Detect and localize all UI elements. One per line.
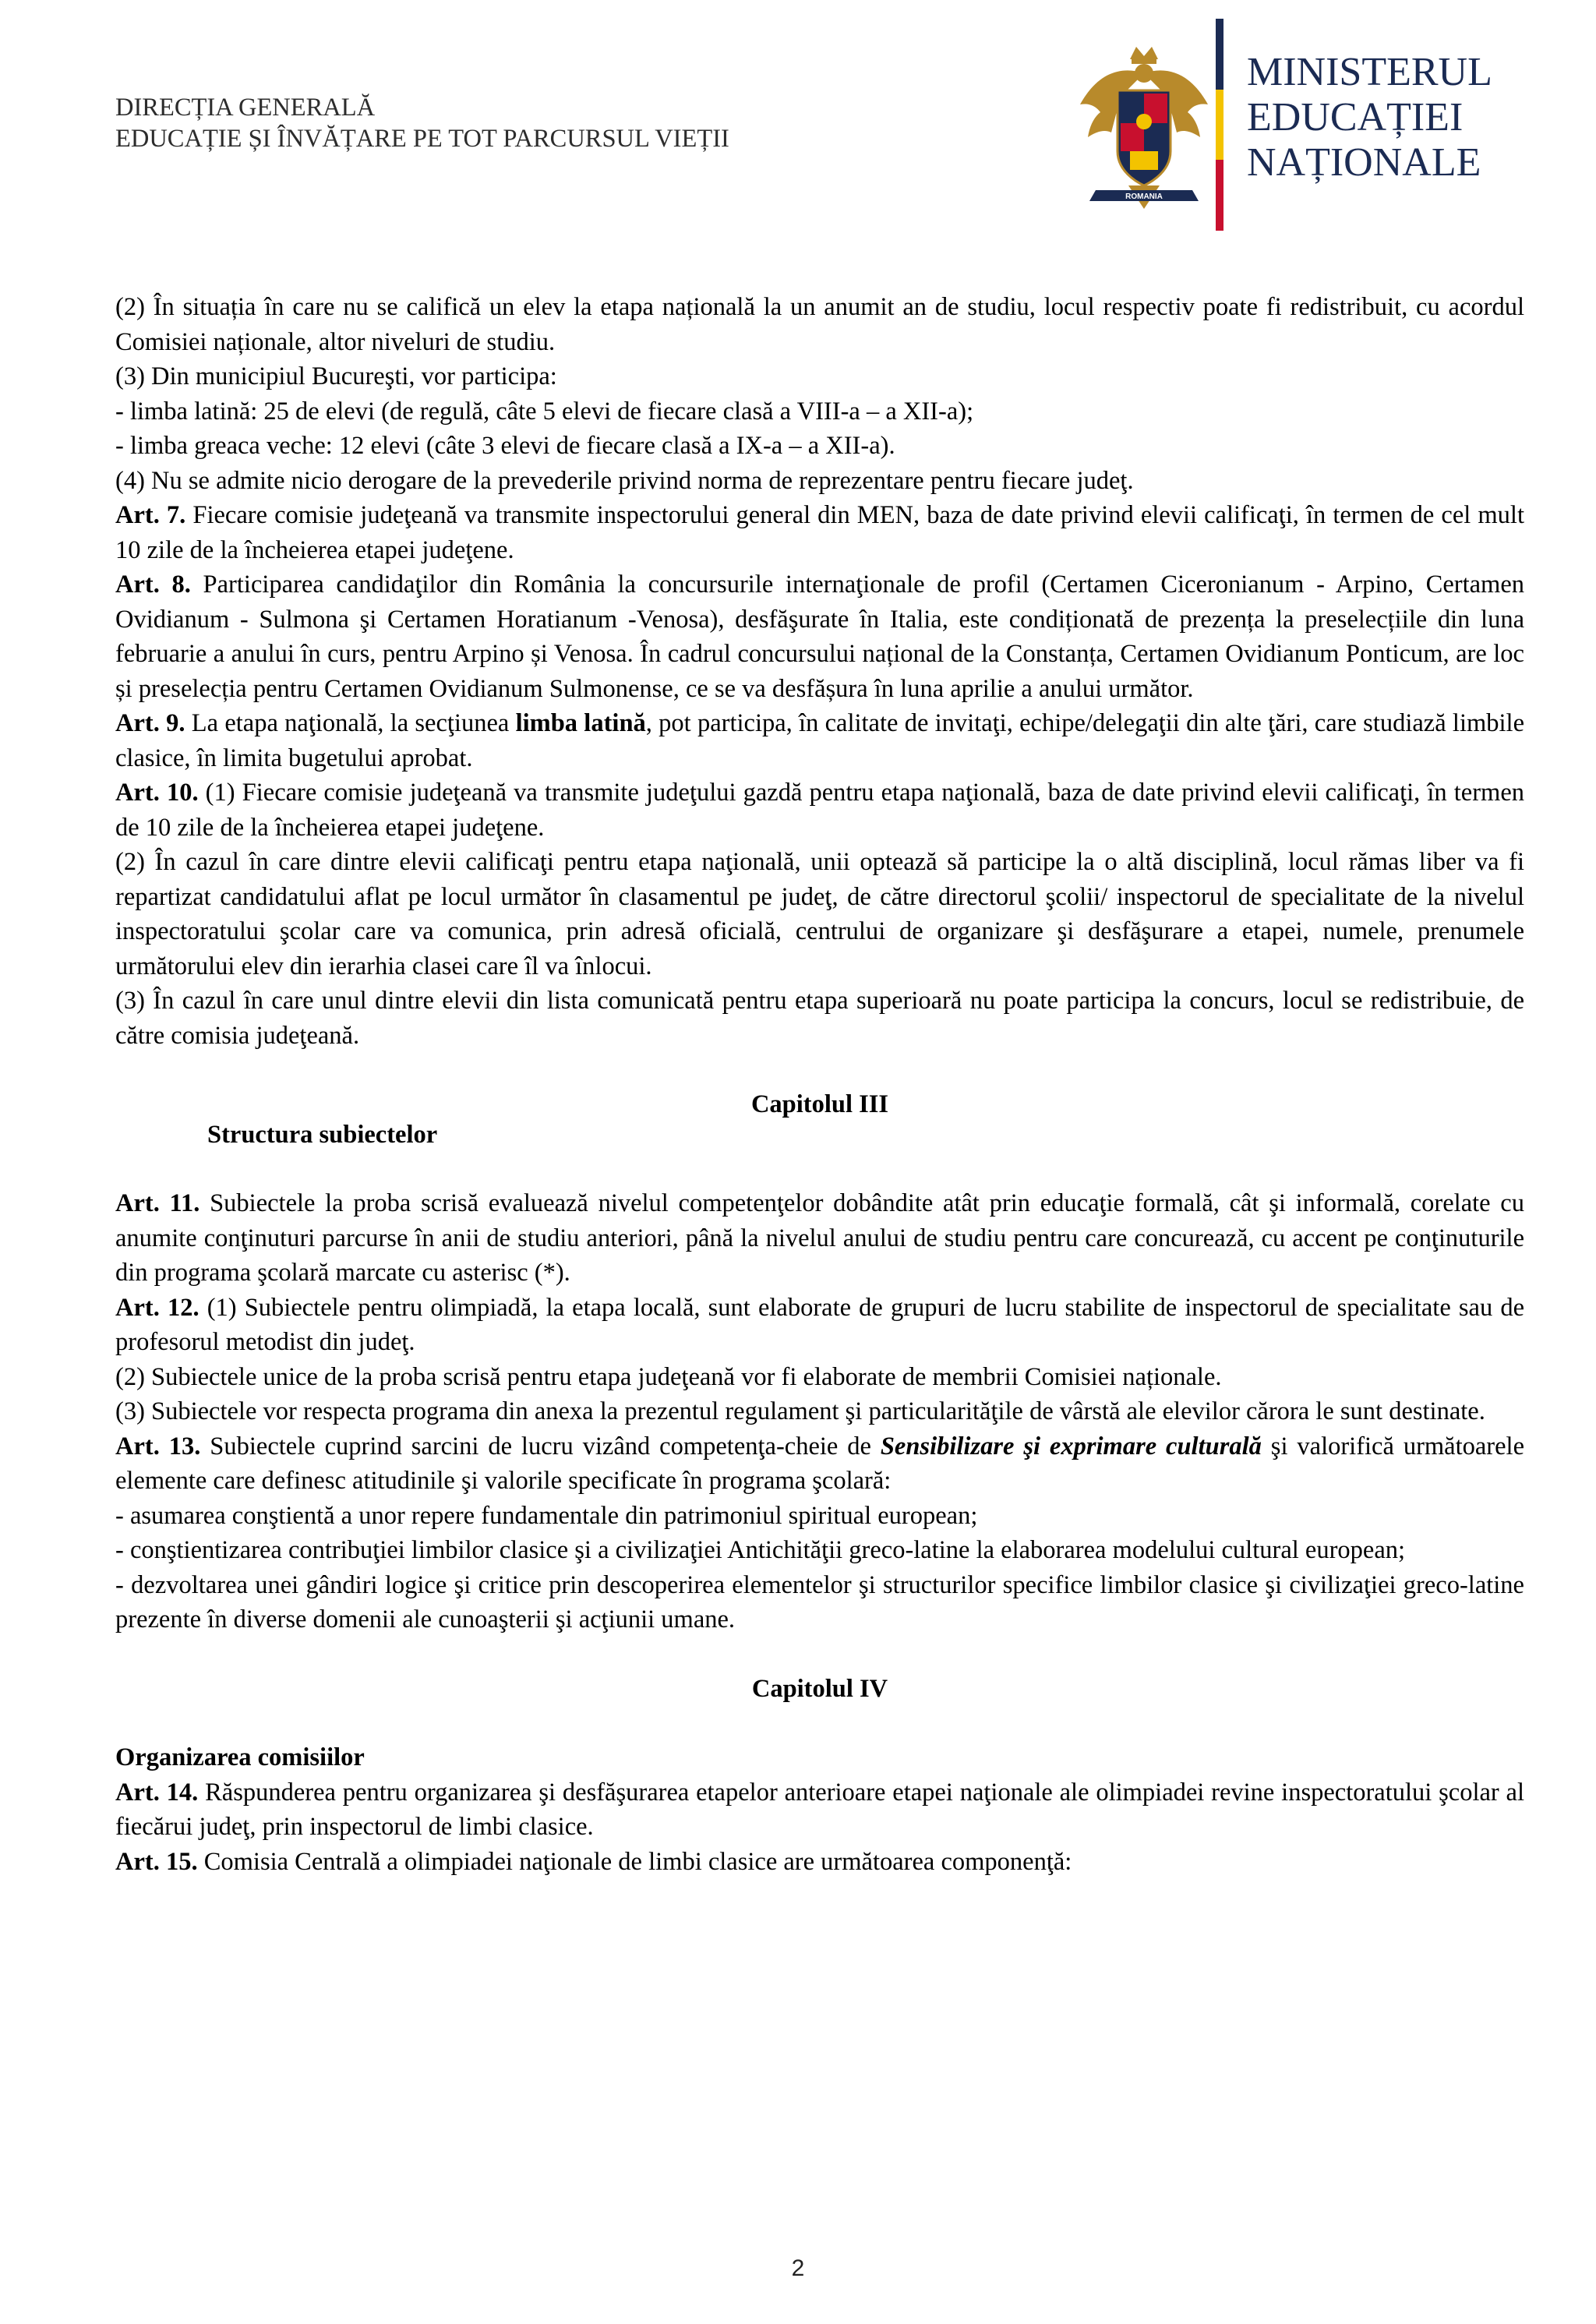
article-label: Art. 8. <box>115 570 191 599</box>
department-line-2: EDUCAȚIE ȘI ÎNVĂȚARE PE TOT PARCURSUL VIEȚII <box>115 125 729 153</box>
chapter-subtitle: Organizarea comisiilor <box>115 1743 365 1771</box>
department-line-1: DIRECȚIA GENERALĂ <box>115 94 376 122</box>
article-7: Art. 7. Fiecare comisie judeţeană va transmite inspectorului general din MEN, baza de date privind elevii calificaţi, în termen de cel mult 10 zile de la încheierea etapei judeţene. <box>115 501 1524 564</box>
article-14: Art. 14. Răspunderea pentru organizarea şi desfăşurarea etapelor anterioare etapei naţionale ale olimpiadei revine inspectoratului şcolar al fiecărui judeţ, prin inspectorul de limbi clasice. <box>115 1778 1524 1841</box>
ministry-name <box>1247 50 1492 185</box>
article-8: Art. 8. Participarea candidaţilor din România la concursurile internaţionale de profil (Certamen Ciceronianum - Arpino, Certamen Ovidianum - Sulmona şi Certamen Horatianum -Venosa), desfăşurate în Italia, este condiționată de prezența la preselecțiile din luna februarie a anului în curs, pentru Arpino și Venosa. În cadrul concursului național de la Constanța, Certamen Ovidianum Ponticum, are loc și preselecția pentru Certamen Ovidianum Sulmonense, ce se va desfășura în luna aprilie a anului următor. <box>115 570 1524 703</box>
chapter-title: Capitolul IV <box>751 1674 888 1703</box>
tricolor-bar <box>1216 19 1223 231</box>
paragraph: (2) În cazul în care dintre elevii calificaţi pentru etapa naţională, unii optează să participe la o altă disciplină, locul rămas liber va fi repartizat candidatului aflat pe locul următor în clasamentul pe judeţ, de către directorul şcolii/ inspectorul de specialitate de la nivelul inspectoratului şcolar care va comunica, prin adresă oficială, centrului de organizare şi desfăşurare a etapei, numele, prenumele următorului elev din ierarhia clasei care îl va înlocui. <box>115 848 1524 980</box>
article-label: Art. 10. <box>115 779 199 807</box>
list-item: - asumarea conştientă a unor repere fundamentale din patrimoniul spiritual european; <box>115 1501 978 1530</box>
document-body <box>115 290 1524 1879</box>
paragraph: (4) Nu se admite nicio derogare de la prevederile privind norma de reprezentare pentru fiecare judeţ. <box>115 466 1134 495</box>
article-label: Art. 9. <box>115 709 185 737</box>
article-label: Art. 7. <box>115 501 186 529</box>
list-item: - limba greaca veche: 12 elevi (câte 3 elevi de fiecare clasă a IX-a – a XII-a). <box>115 432 895 460</box>
article-label: Art. 13. <box>115 1432 201 1460</box>
ministry-line-1: MINISTERUL <box>1247 50 1492 94</box>
list-item: - conştientizarea contribuţiei limbilor clasice şi a civilizaţiei Antichităţii greco-latine la elaborarea modelului cultural european; <box>115 1536 1406 1564</box>
romania-coat-of-arms-icon <box>1074 42 1214 221</box>
chapter-title: Capitolul III <box>750 1090 889 1118</box>
page-number: 2 <box>791 2255 805 2281</box>
article-label: Art. 12. <box>115 1293 200 1322</box>
chapter-subtitle: Structura subiectelor <box>207 1120 438 1149</box>
paragraph: (3) Subiectele vor respecta programa din anexa la prezentul regulament şi particularităţile de vârstă ale elevilor cărora le sunt destinate. <box>115 1397 1485 1425</box>
ministry-logo <box>1074 19 1510 229</box>
department-header <box>115 92 1050 154</box>
article-label: Art. 11. <box>115 1189 200 1217</box>
paragraph: (3) Din municipiul Bucureşti, vor participa: <box>115 362 557 390</box>
paragraph: (3) În cazul în care unul dintre elevii din lista comunicată pentru etapa superioară nu poate participa la concurs, locul se redistribuie, de către comisia judeţeană. <box>115 987 1524 1050</box>
article-label: Art. 15. <box>115 1847 198 1876</box>
ministry-line-2: EDUCAȚIEI <box>1247 95 1464 140</box>
paragraph: (2) În situația în care nu se califică un elev la etapa națională la un anumit an de studiu, locul respectiv poate fi redistribuit, cu acordul Comisiei naționale, altor niveluri de studiu. <box>115 293 1524 356</box>
article-13: Art. 13. Subiectele cuprind sarcini de lucru vizând competenţa-cheie de Sensibilizare şi exprimare culturală şi valorifică următoarele elemente care definesc atitudinile şi valorile specificate în programa şcolară: <box>115 1432 1524 1495</box>
article-9: Art. 9. La etapa naţională, la secţiunea limba latină, pot participa, în calitate de invitaţi, echipe/delegaţii din alte ţări, care studiază limbile clasice, în limita bugetului aprobat. <box>115 709 1525 772</box>
article-15: Art. 15. Comisia Centrală a olimpiadei naţionale de limbi clasice are următoarea componenţă: <box>115 1847 1072 1876</box>
paragraph: (2) Subiectele unice de la proba scrisă pentru etapa judeţeană vor fi elaborate de membrii Comisiei naționale. <box>115 1362 1222 1391</box>
article-label: Art. 14. <box>115 1778 199 1807</box>
ministry-line-3: NAȚIONALE <box>1247 140 1481 185</box>
list-item: - dezvoltarea unei gândiri logice şi critice prin descoperirea elementelor şi structurilor specifice limbilor clasice şi civilizaţiei greco-latine prezente în diverse domenii ale cunoaşterii şi acţiunii umane. <box>115 1570 1524 1634</box>
article-11: Art. 11. Subiectele la proba scrisă evaluează nivelul competenţelor dobândite atât prin educaţie formală, cât şi informală, corelate cu anumite conţinuturi parcurse în anii de studiu anteriori, până la nivelul anului de studiu pentru care concurează, cu accent pe conţinuturile din programa şcolară marcate cu asterisc (*). <box>115 1189 1524 1287</box>
article-12: Art. 12. (1) Subiectele pentru olimpiadă, la etapa locală, sunt elaborate de grupuri de lucru stabilite de inspectorul de specialitate sau de profesorul metodist din judeţ. <box>115 1293 1525 1356</box>
article-10: Art. 10. (1) Fiecare comisie judeţeană va transmite judeţului gazdă pentru etapa naţională, baza de date privind elevii calificaţi, în termen de 10 zile de la încheierea etapei judeţene. <box>115 779 1524 842</box>
crest-label: ROMANIA <box>1125 192 1163 201</box>
list-item: - limba latină: 25 de elevi (de regulă, câte 5 elevi de fiecare clasă a VIII-a – a XII-a); <box>115 397 974 426</box>
